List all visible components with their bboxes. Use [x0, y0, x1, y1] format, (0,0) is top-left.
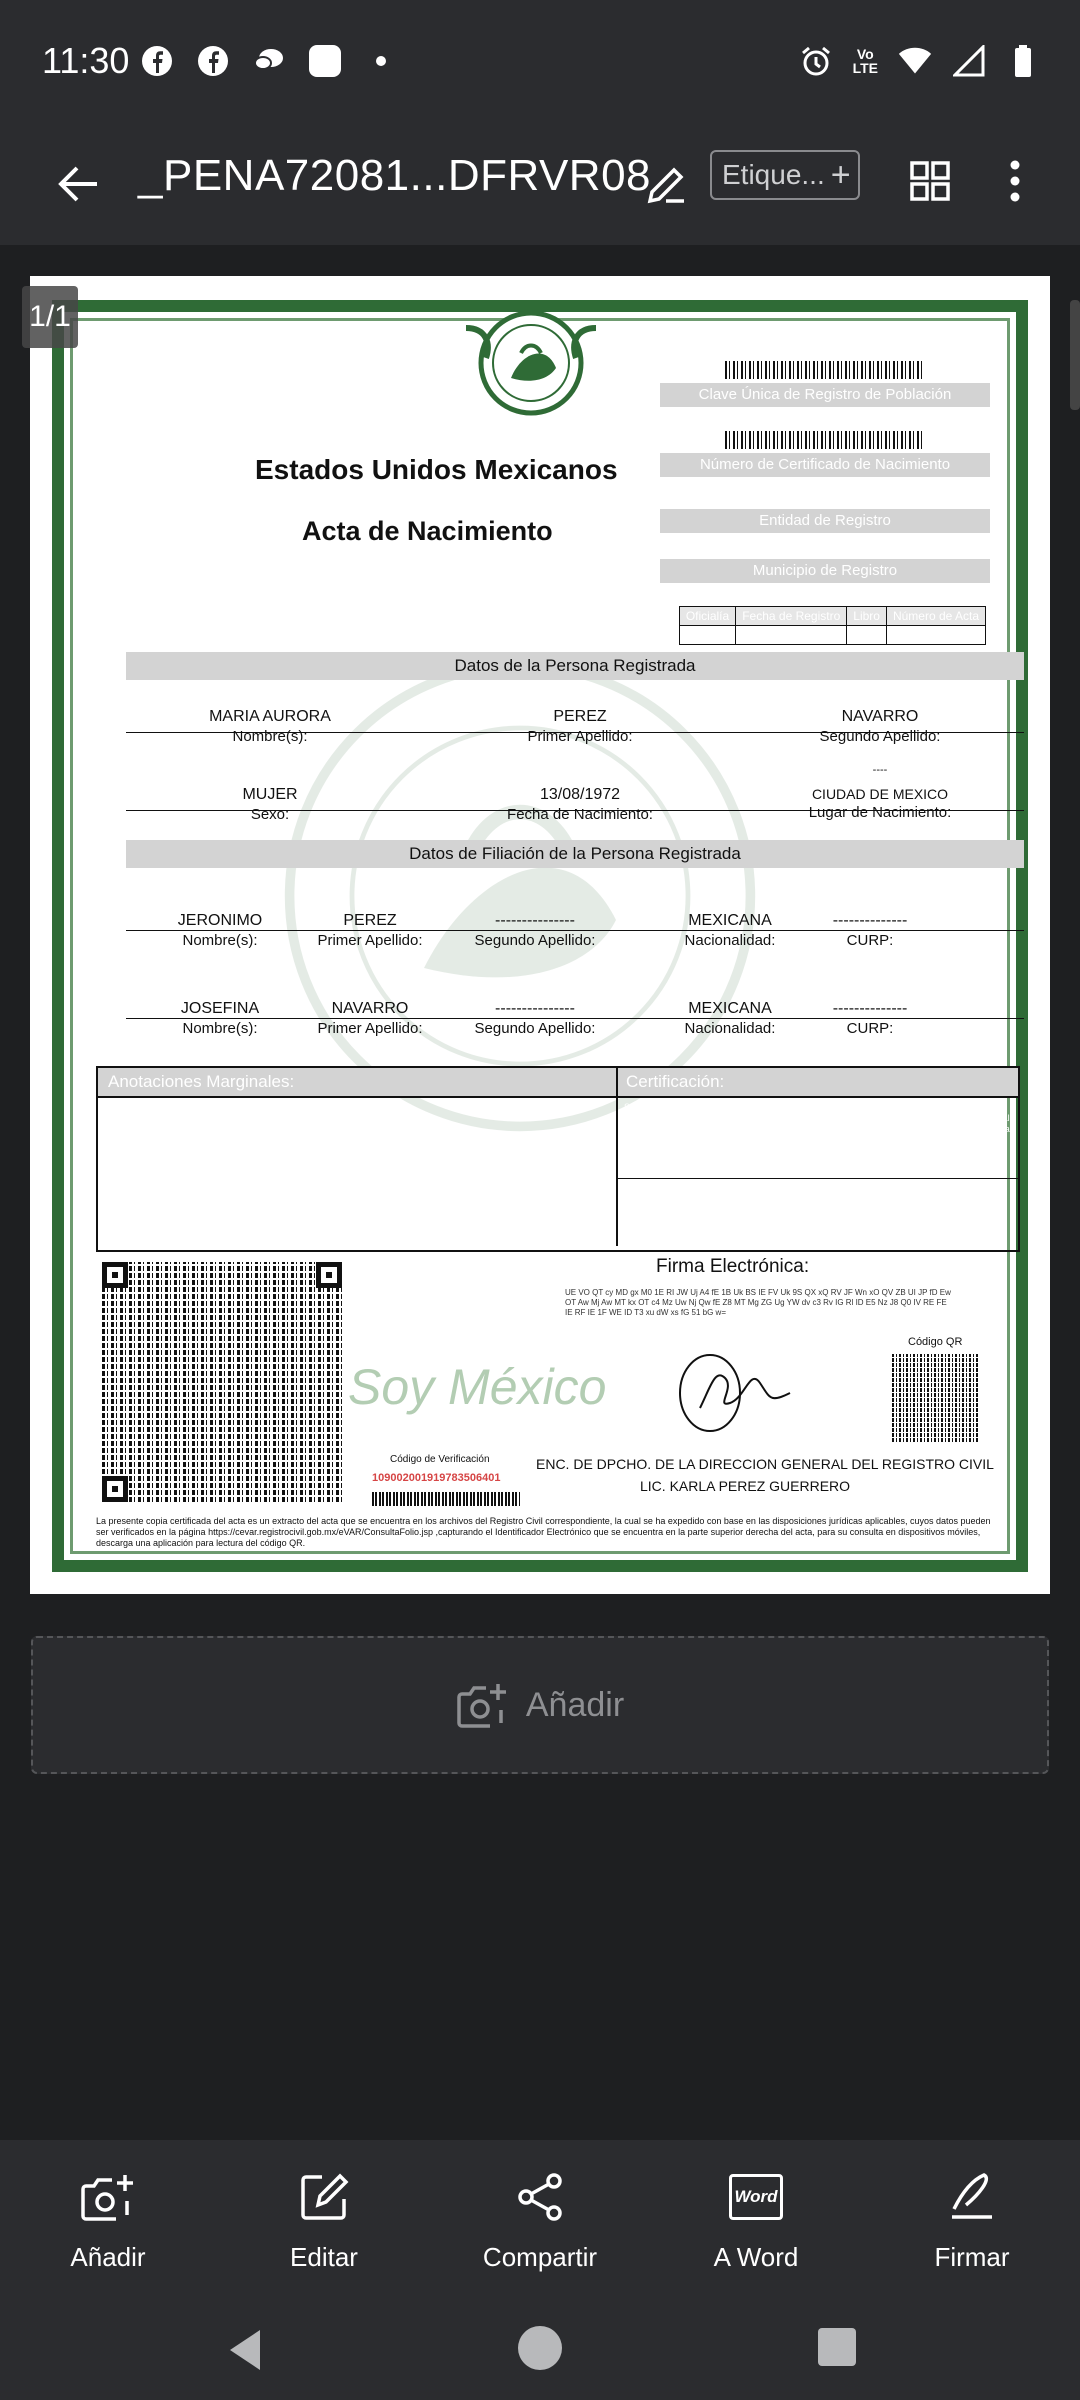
curp-label: Clave Única de Registro de Población — [660, 383, 990, 407]
tag-chip-label: Etique... — [722, 159, 825, 190]
more-options-button[interactable] — [985, 151, 1045, 211]
document-title[interactable]: _PENA72081...DFRVR08 — [138, 151, 652, 200]
more-vert-icon — [1009, 159, 1021, 203]
father-second-surname: --------------- Segundo Apellido: — [474, 912, 596, 949]
registry-table — [679, 606, 986, 645]
system-icons — [799, 44, 1040, 78]
father-curp: -------------- CURP: — [832, 912, 908, 949]
father-name: JERONIMO Nombre(s): — [177, 912, 263, 949]
qr-code-label: Código QR — [908, 1336, 963, 1348]
toolbar-sign-button[interactable] — [864, 2140, 1080, 2300]
person-curp-dash: ---- — [872, 764, 888, 776]
ident-number: 09002001920240185682 — [736, 340, 914, 357]
barcode — [725, 431, 925, 449]
document-page[interactable] — [30, 276, 1050, 1594]
edit-icon — [293, 2166, 355, 2228]
document-heading: Estados Unidos Mexicanos — [255, 454, 618, 485]
soy-mexico-logo: Soy México — [348, 1359, 607, 1415]
entidad-value: CIUDAD DE MEXICO — [751, 536, 899, 553]
chat-bubbles-icon — [252, 44, 286, 78]
person-first-surname: PEREZ Primer Apellido: — [527, 708, 633, 745]
barcode — [725, 361, 925, 379]
notification-icons — [140, 44, 398, 78]
verification-code: 109002001919783506401 — [372, 1472, 501, 1484]
cert-value: --------------- — [787, 480, 863, 497]
mother-curp: -------------- CURP: — [832, 1000, 908, 1037]
add-page-button[interactable] — [31, 1636, 1049, 1774]
person-birth-place: CIUDAD DE MEXICO Lugar de Nacimiento: — [808, 786, 952, 821]
share-icon — [509, 2166, 571, 2228]
toolbar-share-label: Compartir — [482, 2242, 598, 2272]
back-arrow-icon — [57, 162, 101, 206]
mother-first-surname: NAVARRO Primer Apellido: — [317, 1000, 423, 1037]
toolbar-edit-button[interactable] — [216, 2140, 432, 2300]
signature-icon — [941, 2166, 1003, 2228]
table-header: Libro — [847, 607, 887, 626]
status-time: 11:30 — [42, 40, 130, 81]
system-nav-bar — [0, 2300, 1080, 2400]
person-birth-date: 13/08/1972 Fecha de Nacimiento: — [507, 786, 653, 823]
grid-view-button[interactable] — [900, 151, 960, 211]
volte-icon: Vo LTE — [852, 46, 878, 76]
verification-label: Código de Verificación — [390, 1454, 490, 1465]
nav-recents-icon[interactable] — [818, 2328, 856, 2366]
signal-icon — [952, 44, 986, 78]
electronic-signature-title: Firma Electrónica: — [656, 1256, 810, 1277]
electronic-signature-chars: UE VO QT cy MD gx M0 1E RI JW Uj A4 fE 1B Uk BS IE FV Uk 9S QX xQ RV JF Wn xO QV ZB UI JP fD Ew OT Aw Mj Aw MT kx OT c4 Mz Uw Nj Qw fE Z8 MT Mg ZG Ug YW dv c3 Rv IG Rl ID E5 Nz J8 Q0 IV RE FE IE RF IE 1F WE ID T3 xu dW xs fG 51 bG w= — [565, 1288, 951, 1317]
father-nationality: MEXICANA Nacionalidad: — [684, 912, 776, 949]
plus-icon: + — [830, 155, 851, 194]
battery-icon — [1006, 44, 1040, 78]
father-first-surname: PEREZ Primer Apellido: — [317, 912, 423, 949]
toolbar-edit-label: Editar — [290, 2242, 358, 2272]
wifi-icon — [898, 44, 932, 78]
mother-nationality: MEXICANA Nacionalidad: — [684, 1000, 776, 1037]
ident-title: Identificador Electrónico — [725, 318, 925, 337]
certification-heading: Certificación: — [618, 1068, 1018, 1098]
toolbar-sign-label: Firmar — [934, 2242, 1010, 2272]
mother-second-surname: --------------- Segundo Apellido: — [474, 1000, 596, 1037]
back-button[interactable] — [44, 149, 114, 219]
add-photo-icon — [456, 1680, 508, 1730]
annotations-text: Sin anotaciones marginales. — [102, 1102, 216, 1112]
curp-value: PENA720813MDFRVR08 — [738, 410, 912, 427]
person-name: MARIA AURORA Nombre(s): — [209, 708, 331, 745]
dot-icon — [364, 44, 398, 78]
certification-date: A los 04 días del mes de Noviembre de 2024. Doy fe. — [628, 1186, 912, 1200]
app-square-icon — [308, 44, 342, 78]
certification-text: Se extiende la presente copia certificada, con fundamento en el artículo 48 de Código Civil para el Distrito Federal y artículo 13, fracción VII del Reglamento del Registro Civil del Distrito Federal. La Firma Electrónica con la que cuenta es vigente a la fecha de expedición; tiene validez jurídica y probatoria de acuerdo a las disposiciones legales en la materia. — [624, 1102, 1013, 1145]
toolbar-word-button[interactable] — [648, 2140, 864, 2300]
tag-chip[interactable] — [710, 150, 860, 200]
facebook-icon — [196, 44, 230, 78]
municipio-value: AZCAPOTZALCO — [768, 591, 882, 607]
grid-icon — [908, 159, 952, 203]
toolbar-add-label: Añadir — [70, 2242, 146, 2272]
pencil-icon — [644, 163, 688, 207]
nav-back-icon[interactable] — [220, 2320, 280, 2380]
bottom-toolbar — [0, 2140, 1080, 2300]
mother-name: JOSEFINA Nombre(s): — [180, 1000, 260, 1037]
toolbar-share-button[interactable] — [432, 2140, 648, 2300]
legal-footnote: La presente copia certificada del acta es un extracto del acta que se encuentra en los archivos del Registro Civil correspondiente, la cual se ha expedido con base en las disposiciones jurídicas aplicables, cuyos datos pueden ser verificados en la página https://cevar.registrocivil.gob.mx/eVAR/ConsultaFolio.jsp ,capturando el Identificador Electrónico que se encuentra en la parte superior derecha del acta, para su consulta en dispositivos móviles, descarga una aplicación para lectura del código QR. — [96, 1516, 991, 1548]
person-sex: MUJER Sexo: — [242, 786, 298, 823]
municipio-label: Municipio de Registro — [660, 559, 990, 583]
table-cell: 17/08/1978 — [736, 626, 847, 645]
nav-home-icon[interactable] — [518, 2326, 562, 2370]
table-header: Fecha de Registro — [736, 607, 847, 626]
status-bar — [0, 0, 1080, 125]
section-heading-person: Datos de la Persona Registrada — [126, 652, 1024, 680]
table-cell: 64 — [886, 626, 985, 645]
mexico-crest-icon — [466, 308, 596, 418]
document-subheading: Acta de Nacimiento — [302, 516, 553, 546]
rename-button[interactable] — [636, 155, 696, 215]
signer-name: LIC. KARLA PEREZ GUERRERO — [640, 1478, 851, 1494]
scrollbar-handle[interactable] — [1070, 300, 1080, 410]
table-header: Número de Acta — [886, 607, 985, 626]
identifier-block — [660, 318, 990, 609]
table-header: Oficialía — [679, 607, 735, 626]
annotations-heading: Anotaciones Marginales: — [98, 1068, 618, 1098]
table-cell: 35 — [847, 626, 887, 645]
cert-label: Número de Certificado de Nacimiento — [660, 453, 990, 477]
page-indicator: 1/1 — [22, 286, 78, 348]
alarm-icon — [799, 44, 833, 78]
entidad-label: Entidad de Registro — [660, 509, 990, 533]
section-heading-filiation: Datos de Filiación de la Persona Registrada — [126, 840, 1024, 868]
word-icon: Word — [729, 2174, 783, 2220]
app-bar — [0, 125, 1080, 245]
facebook-icon — [140, 44, 174, 78]
toolbar-word-label: A Word — [713, 2242, 799, 2272]
add-photo-icon — [77, 2166, 139, 2228]
signer-office: ENC. DE DPCHO. DE LA DIRECCION GENERAL DEL REGISTRO CIVIL — [536, 1456, 994, 1472]
table-cell: 0019 — [679, 626, 735, 645]
person-second-surname: NAVARRO Segundo Apellido: — [819, 708, 941, 745]
add-page-label: Añadir — [525, 1685, 625, 1724]
toolbar-add-button[interactable] — [0, 2140, 216, 2300]
